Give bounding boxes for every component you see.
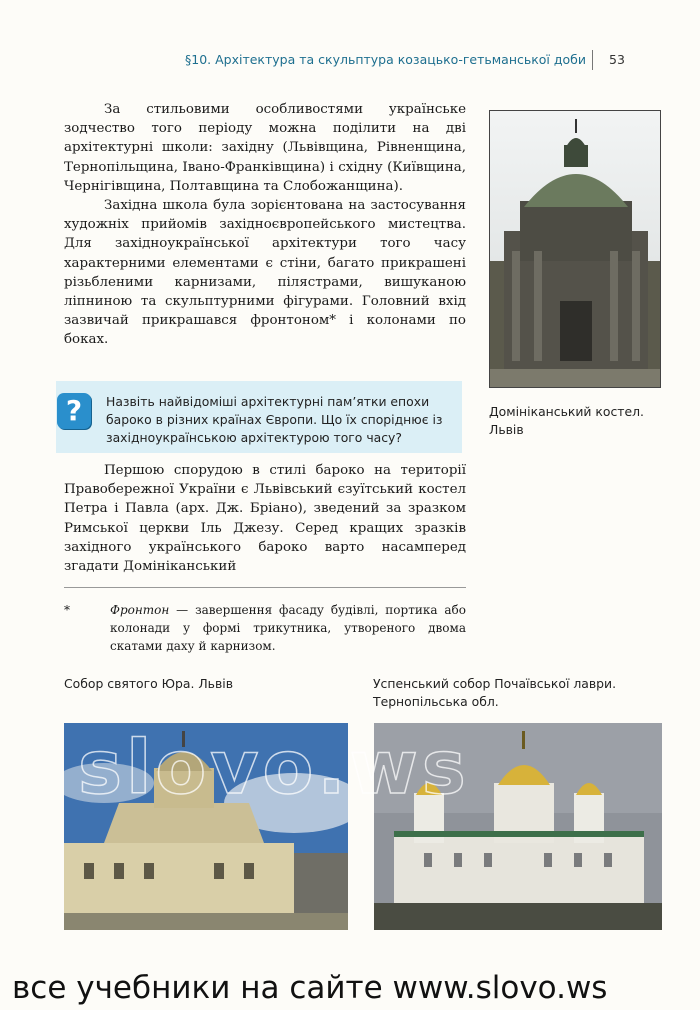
footnote-divider — [64, 587, 466, 588]
paragraph-3: Першою спорудою в стилі бароко на території Правобережної України є Львівський єзуїтський костел Петра і Павла (арх. Дж. Бріано), зведений за зразком Римської церкви Іль Джезу. Серед кращих зразків західного українського бароко варто насамперед згадати Домініканський — [64, 463, 466, 575]
st-george-cathedral-photo — [64, 723, 348, 930]
dominican-church-photo — [489, 110, 661, 388]
caption-dominican-church: Домініканський костел. Львів — [489, 404, 644, 437]
footnote-term: Фронтон — [110, 603, 170, 617]
question-text: Назвіть найвідоміші архітектурні пам’ятки епохи бароко в різних країнах Європи. Що їх споріднює із західноукраїнською архітектурою того часу? — [106, 394, 443, 445]
paragraph-1: За стильовими особливостями українське зодчество того періоду можна поділити на дві архітектурні школи: західну (Львівщина, Рівненщина, Тернопільщина, Івано-Франківщина) і східну (Київщина, Чернігівщина, Полтавщина та Слобожанщина). — [64, 102, 466, 194]
body-text-top — [64, 100, 466, 350]
footnote-definition: — завершення фасаду будівлі, портика або колонади у формі трикутника, утвореного двома скатами даху й карнизом. — [110, 603, 466, 653]
question-mark-icon: ? — [57, 393, 91, 429]
paragraph-2: Західна школа була зорієнтована на застосування художніх прийомів західноєвропейського мистецтва. Для західноукраїнської архітектури того часу характерними елементами є стіни, багато прикрашені різьбленими карнизами, пілястрами, вишуканою ліпниною та скульптурними фігурами. Головний вхід зазвичай прикрашався фронтоном* і колонами по боках. — [64, 198, 466, 348]
pochaiv-cathedral-photo — [374, 723, 662, 930]
caption-pochaiv-cathedral: Успенський собор Почаївської лаври. Тернопільська обл. — [373, 676, 617, 709]
header-divider — [592, 50, 593, 70]
question-callout — [56, 381, 462, 453]
footnote-body — [110, 601, 466, 655]
body-text-bottom — [64, 461, 466, 576]
running-header — [185, 52, 645, 72]
page-number: 53 — [609, 52, 625, 67]
footnote-marker: * — [64, 603, 70, 617]
site-banner: все учебники на сайте www.slovo.ws — [12, 970, 608, 1006]
section-title: §10. Архітектура та скульптура козацько-гетьманської доби — [185, 52, 587, 67]
caption-st-george-cathedral: Собор святого Юра. Львів — [64, 676, 234, 691]
